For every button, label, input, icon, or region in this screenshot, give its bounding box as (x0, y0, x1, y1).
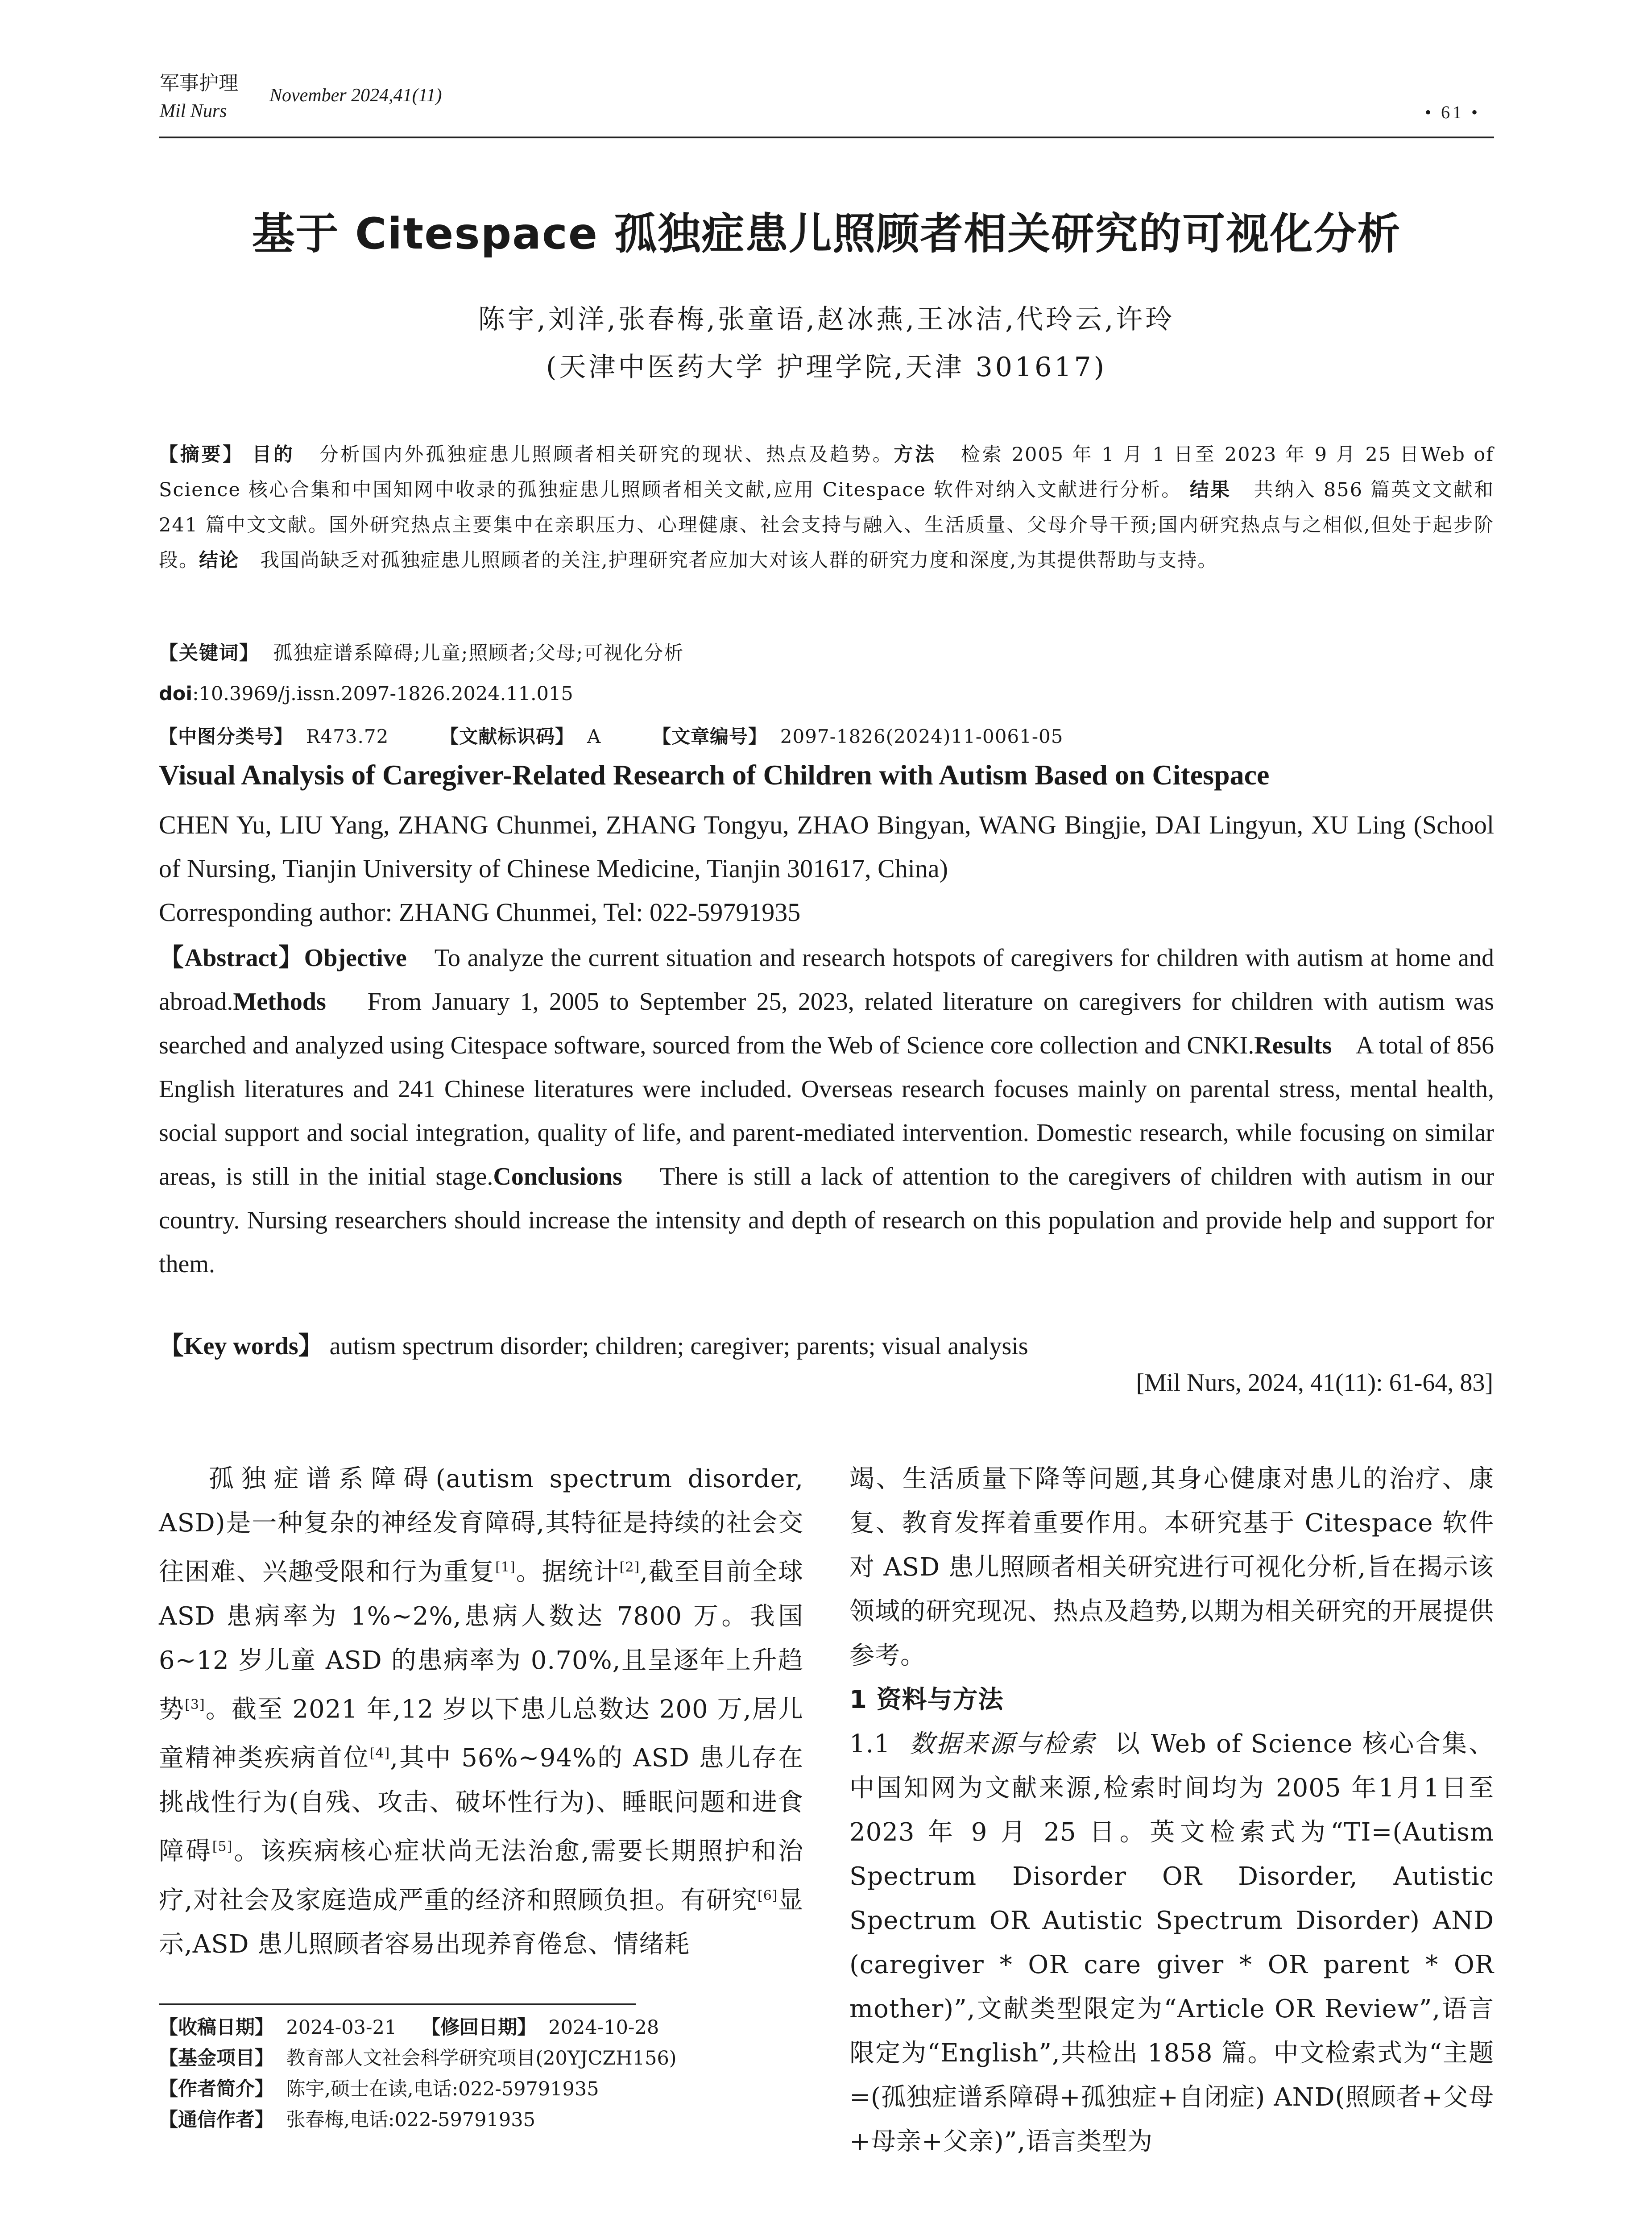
body-right-column (849, 1457, 1494, 2164)
data-source-text: 以 Web of Science 核心合集、中国知网为文献来源,检索时间均为 2005 年1月1日至 2023 年 9 月 25 日。英文检索式为“TI=(Autism Spectrum Disorder OR Disorder, Autistic Spectrum OR Autistic Spectrum Disorder) AND (caregiver * OR care giver * OR parent * OR mother)”,文献类型限定为“Article OR Review”,语言限定为“English”,共检出 1858 篇。中文检索式为“主题=(孤独症谱系障碍+孤独症+自闭症) AND(照顾者+父母+母亲+父亲)”,语言类型为 (849, 1729, 1494, 2156)
objective-text: 分析国内外孤独症患儿照顾者相关研究的现状、热点及趋势。 (319, 444, 894, 466)
en-results-text: A total of 856 English literatures and 241 Chinese literatures were included. Overseas research focuses mainly on parental stress, mental health, social support and social integration, quality of life, and parent-mediated intervention. Domestic research, while focusing on similar areas, is still in the initial stage. (159, 1032, 1495, 1190)
chinese-abstract (159, 437, 1494, 578)
article-number-label: 【文章编号】 (652, 726, 768, 747)
ref-6: [6] (757, 1887, 778, 1903)
intro-text-1: 孤独症谱系障碍(autism spectrum disorder, ASD)是一种复杂的神经发育障碍,其特征是持续的社会交往困难、兴趣受限和行为重复 (159, 1464, 803, 1587)
article-title: 基于 Citespace 孤独症患儿照顾者相关研究的可视化分析 (252, 209, 1401, 259)
en-methods-text: From January 1, 2005 to September 25, 2023, related literature on caregivers for children with autism was searched and analyzed using Citespace software, sourced from the Web of Science core collection and CNKI. (159, 988, 1495, 1059)
keywords-cn (159, 638, 684, 665)
fund-label: 【基金项目】 (159, 2047, 274, 2069)
doi-label: doi (159, 683, 193, 705)
cls-label: 【中图分类号】 (159, 726, 294, 747)
data-source-paragraph (849, 1722, 1494, 2164)
citation-line: [Mil Nurs, 2024, 41(11): 61-64, 83] (1136, 1369, 1493, 1397)
results-label: 结果 (1189, 479, 1231, 501)
methods-text: 检索 2005 年 1 月 1 日至 2023 年 9 月 25 日Web of Science 核心合集和中国知网中收录的孤独症患儿照顾者相关文献,应用 Citespace 软件对纳入文献进行分析。 (159, 444, 1495, 501)
affiliation: (天津中医药大学 护理学院,天津 301617) (546, 352, 1107, 383)
intro-text-3: ,截至目前全球 ASD 患病率为 1%~2%,患病人数达 7800 万。我国 6~12 岁儿童 ASD 的患病率为 0.70%,且呈逐年上升趋势 (159, 1557, 804, 1724)
footnote-rule (159, 2003, 636, 2005)
subsection-number: 1.1 (849, 1729, 891, 1758)
author-bio-label: 【作者简介】 (159, 2078, 274, 2100)
doi-value: :10.3969/j.issn.2097-1826.2024.11.015 (192, 683, 573, 705)
intro-text-7: 显示,ASD 患儿照顾者容易出现养育倦怠、情绪耗 (159, 1886, 803, 1959)
cls-value: R473.72 (306, 726, 389, 747)
objective-label: 目的 (252, 444, 295, 466)
footnote-dates (159, 2012, 803, 2043)
revised-date: 2024-10-28 (548, 2016, 659, 2039)
revised-label: 【修回日期】 (421, 2016, 536, 2039)
intro-paragraph (159, 1457, 803, 1966)
doi-line (159, 683, 573, 705)
page-number: • 61 • (1424, 102, 1480, 122)
intro-continued: 竭、生活质量下降等问题,其身心健康对患儿的治疗、康复、教育发挥着重要作用。本研究基于 Citespace 软件对 ASD 患儿照顾者相关研究进行可视化分析,旨在揭示该领域的研究现况、热点及趋势,以期为相关研究的开展提供参考。 (849, 1464, 1494, 1670)
received-date: 2024-03-21 (286, 2016, 397, 2039)
en-keywords-label: 【Key words】 (159, 1332, 323, 1360)
methods-label: 方法 (894, 444, 936, 466)
intro-text-2: 。据统计 (515, 1557, 620, 1587)
corresponding-label: 【通信作者】 (159, 2109, 274, 2131)
header-rule (159, 137, 1494, 138)
footnote-author (159, 2074, 803, 2105)
body-left-column (159, 1457, 803, 1966)
article-number-value: 2097-1826(2024)11-0061-05 (780, 726, 1064, 747)
author-bio-text: 陈宇,硕士在读,电话:022-59791935 (286, 2078, 599, 2100)
en-objective-text: To analyze the current situation and research hotspots of caregivers for children with autism at home and abroad. (159, 944, 1494, 1016)
section-heading: 1 资料与方法 (849, 1685, 1004, 1714)
en-keywords-text: autism spectrum disorder; children; caregiver; parents; visual analysis (329, 1332, 1028, 1360)
en-conclusions-label: Conclusions (493, 1163, 622, 1190)
en-conclusions-text: There is still a lack of attention to the caregivers of children with autism in our country. Nursing researchers should increase the intensity and depth of research on this population and provide help and support for them. (159, 1163, 1494, 1278)
footnote-corresponding (159, 2105, 803, 2136)
footnotes (159, 2012, 803, 2136)
en-results-label: Results (1254, 1032, 1332, 1059)
english-authors (159, 803, 1494, 934)
received-label: 【收稿日期】 (159, 2016, 274, 2039)
intro-text-6: 。该疾病核心症状尚无法治愈,需要长期照护和治疗,对社会及家庭造成严重的经济和照顾负担。有研究 (159, 1837, 803, 1915)
doc-code-label: 【文献标识码】 (440, 726, 575, 747)
footnote-fund (159, 2043, 803, 2074)
intro-text-4: 。截至 2021 年,12 岁以下患儿总数达 200 万,居儿童精神类疾病首位 (159, 1695, 804, 1773)
en-abstract-label: 【Abstract】 (159, 944, 304, 972)
english-abstract (159, 936, 1494, 1286)
ref-4: [4] (369, 1746, 390, 1762)
english-author-list: CHEN Yu, LIU Yang, ZHANG Chunmei, ZHANG Tongyu, ZHAO Bingyan, WANG Bingjie, DAI Lingyun, XU Ling (School of Nursing, Tianjin University of Chinese Medicine, Tianjin 301617, China) (159, 810, 1494, 883)
en-objective-label: Objective (304, 944, 407, 972)
ref-1: [1] (495, 1559, 516, 1575)
classification-line (159, 722, 1064, 749)
doc-code-value: A (587, 726, 601, 747)
ref-3: [3] (185, 1696, 205, 1713)
ref-5: [5] (212, 1838, 233, 1854)
intro-text-5: ,其中 56%~94%的 ASD 患儿存在挑战性行为(自残、攻击、破坏性行为)、睡眠问题和进食障碍 (159, 1743, 804, 1866)
journal-name-cn: 军事护理 (160, 72, 238, 95)
ref-2: [2] (619, 1559, 640, 1575)
english-title: Visual Analysis of Caregiver-Related Research of Children with Autism Based on Citespace (159, 759, 1270, 791)
conclusions-label: 结论 (199, 549, 239, 572)
en-methods-label: Methods (233, 988, 326, 1016)
english-keywords (159, 1326, 1028, 1362)
journal-short-name: Mil Nurs (160, 101, 227, 121)
conclusions-text: 我国尚缺乏对孤独症患儿照顾者的关注,护理研究者应加大对该人群的研究力度和深度,为其提供帮助与支持。 (260, 549, 1218, 572)
results-text: 共纳入 856 篇英文文献和 241 篇中文文献。国外研究热点主要集中在亲职压力、心理健康、社会支持与融入、生活质量、父母介导干预;国内研究热点与之相似,但处于起步阶段。 (159, 479, 1494, 572)
fund-text: 教育部人文社会科学研究项目(20YJCZH156) (286, 2047, 677, 2069)
abstract-label: 【摘要】 (159, 444, 244, 466)
keywords-label: 【关键词】 (159, 642, 259, 664)
keywords-text: 孤独症谱系障碍;儿童;照顾者;父母;可视化分析 (273, 642, 684, 664)
subsection-title: 数据来源与检索 (909, 1729, 1096, 1758)
corresponding-author: Corresponding author: ZHANG Chunmei, Tel: 022-59791935 (159, 898, 801, 927)
issue-date: November 2024,41(11) (269, 85, 442, 106)
corresponding-text: 张春梅,电话:022-59791935 (286, 2109, 535, 2131)
author-list: 陈宇,刘洋,张春梅,张童语,赵冰燕,王冰洁,代玲云,许玲 (478, 304, 1175, 335)
